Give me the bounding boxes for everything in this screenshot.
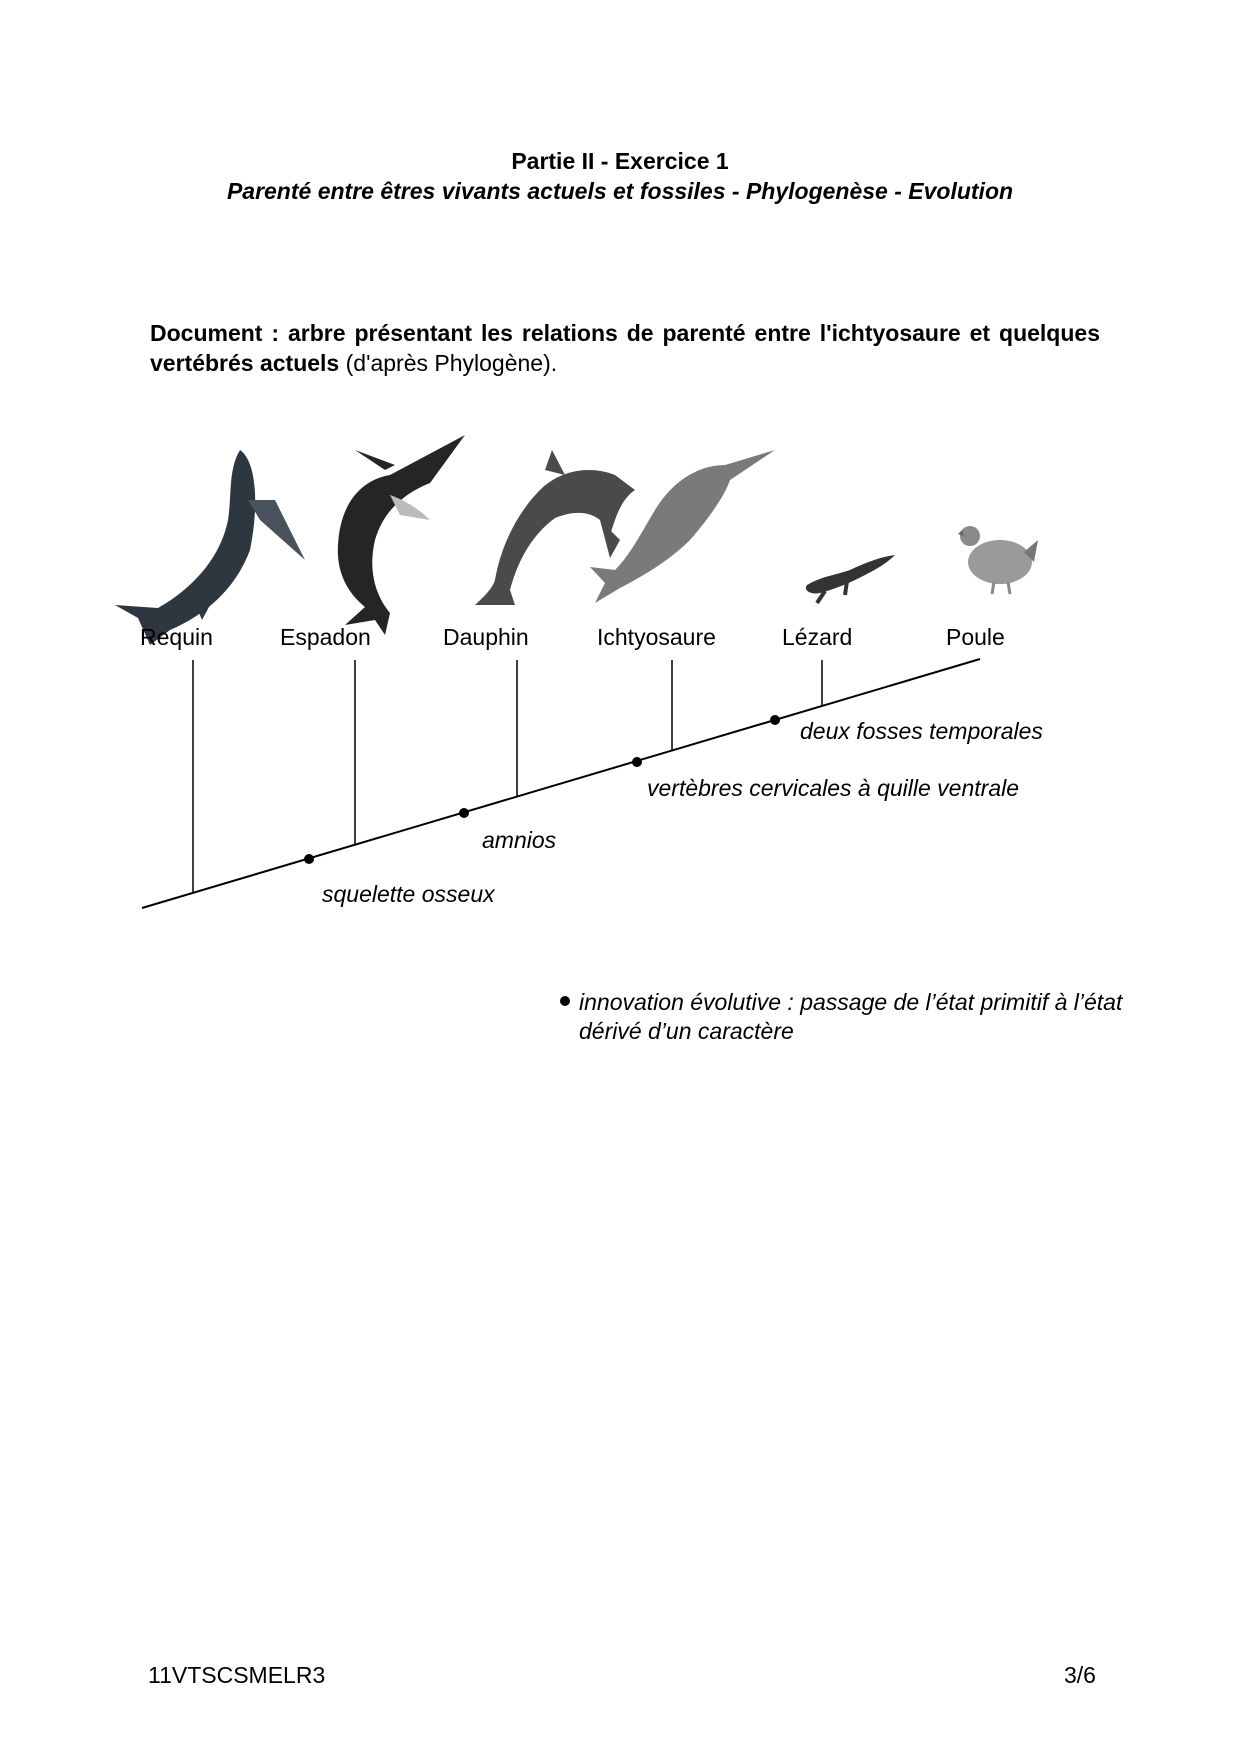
innovation-label: amnios	[482, 827, 557, 853]
taxon-labels	[140, 624, 1005, 650]
lizard-icon	[806, 555, 895, 603]
caption-bold: Document : arbre présentant les relations de parenté entre l'ichtyosaure et quelques vertébrés actuels	[150, 320, 1100, 376]
shark-icon	[115, 450, 305, 645]
legend-text: innovation évolutive : passage de l’état primitif à l’état dérivé d’un caractère	[579, 989, 1123, 1044]
innovation-dot	[632, 757, 642, 767]
swordfish-icon	[338, 435, 465, 635]
legend-dot	[560, 996, 570, 1006]
taxon-label: Ichtyosaure	[597, 624, 716, 650]
exercise-title: Partie II - Exercice 1	[511, 148, 729, 174]
exercise-subtitle: Parenté entre êtres vivants actuels et fossiles - Phylogenèse - Evolution	[226, 178, 1014, 204]
taxon-label: Poule	[946, 624, 1005, 650]
innovation-dot	[459, 808, 469, 818]
innovation-dot	[304, 854, 314, 864]
hen-icon	[958, 526, 1038, 594]
innovation-label: deux fosses temporales	[800, 718, 1043, 744]
taxon-label: Espadon	[280, 624, 371, 650]
innovation-label: squelette osseux	[322, 881, 495, 907]
innovation-label: vertèbres cervicales à quille ventrale	[647, 775, 1020, 801]
taxon-label: Lézard	[782, 624, 853, 650]
taxon-label: Requin	[140, 624, 213, 650]
document-code: 11VTSCSMELR3	[148, 1662, 326, 1688]
caption-source: (d'après Phylogène).	[345, 350, 558, 376]
page-number: 3/6	[1064, 1662, 1096, 1688]
taxon-label: Dauphin	[443, 624, 529, 650]
innovation-dot	[770, 715, 780, 725]
ichthyosaur-icon	[590, 450, 775, 603]
